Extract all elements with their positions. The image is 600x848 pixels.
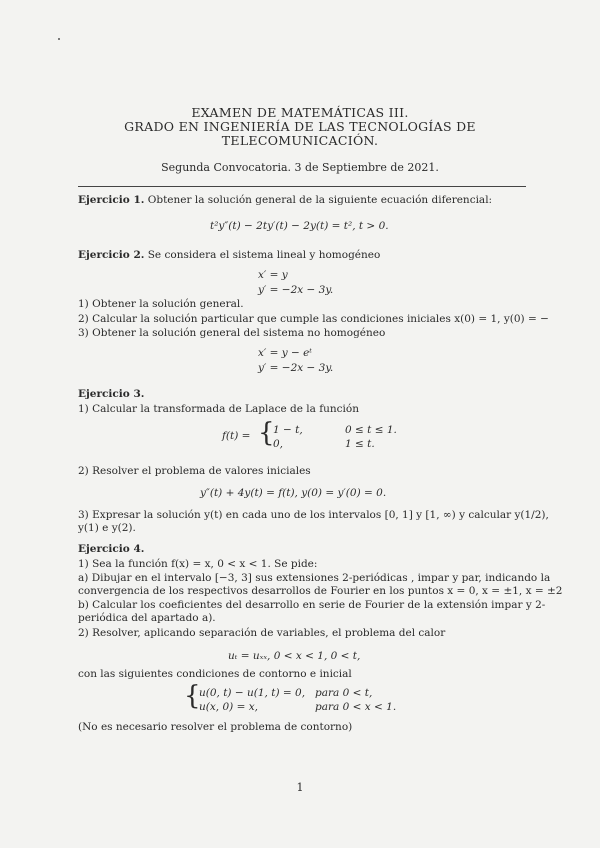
exercise-4-heading: Ejercicio 4. [78,543,145,555]
exercise-4-b-line1: b) Calcular los coeficientes del desarrollo en serie de Fourier de la extensión impar y 2- [78,599,546,611]
boundary-condition-range: para 0 < t, [315,687,373,699]
boundary-condition: u(0, t) − u(1, t) = 0, [199,687,306,699]
exercise-1-heading: Ejercicio 1. [78,194,145,206]
piecewise-case2-cond: 1 ≤ t. [345,438,375,450]
exercise-1-equation: t²y″(t) − 2ty′(t) − 2y(t) = t², t > 0. [210,220,389,232]
exercise-4-intro: 1) Sea la función f(x) = x, 0 < x < 1. Se pide: [78,558,318,570]
system1-row2: y′ = −2x − 3y. [258,284,334,296]
piecewise-label: f(t) = [222,430,251,442]
exercise-4-a-line1: a) Dibujar en el intervalo [−3, 3] sus extensiones 2-periódicas , impar y par, indicando la [78,572,551,584]
exercise-4-b-line2: periódica del apartado a). [78,612,216,624]
page-number: 1 [296,781,304,794]
piecewise-case1-cond: 0 ≤ t ≤ 1. [345,424,397,436]
exercise-4-note: (No es necesario resolver el problema de contorno) [78,721,353,733]
exercise-2-statement [78,249,380,262]
exercise-2-text: Se considera el sistema lineal y homogéneo [144,249,381,261]
exercise-1-text: Obtener la solución general de la siguiente ecuación diferencial: [144,194,493,206]
exam-title-line1: EXAMEN DE MATEMÁTICAS III. [191,105,409,120]
piecewise-brace: { [258,418,275,448]
exercise-2-item-1: 1) Obtener la solución general. [78,298,244,310]
system2-row2: y′ = −2x − 3y. [258,362,334,374]
exercise-3-item-3-line1: 3) Expresar la solución y(t) en cada uno de los intervalos [0, 1] y [1, ∞) y calcular y(1/2), [78,509,549,521]
system1-row1: x′ = y [258,269,288,281]
conditions-text: con las siguientes condiciones de contorno e inicial [78,668,352,680]
conditions-brace: { [184,681,201,711]
heat-equation: uₜ = uₓₓ, 0 < x < 1, 0 < t, [228,650,361,662]
exercise-2-item-2: 2) Calcular la solución particular que cumple las condiciones iniciales x(0) = 1, y(0) = − [78,313,549,325]
exercise-4-a-line2: convergencia de los respectivos desarrollos de Fourier en los puntos x = 0, x = ±1, x = ±2 [78,585,563,597]
exercise-3-item-2: 2) Resolver el problema de valores iniciales [78,465,311,477]
header-rule [78,186,526,187]
exercise-1-statement [78,194,492,207]
exam-title-line2: GRADO EN INGENIERÍA DE LAS TECNOLOGÍAS DE [124,119,476,134]
exercise-2-item-3: 3) Obtener la solución general del sistema no homogéneo [78,327,386,339]
system2-row1: x′ = y − eᵗ [258,347,312,359]
piecewise-case2-expr: 0, [273,438,284,450]
exercise-3-item-3-line2: y(1) e y(2). [78,522,136,534]
exercise-4-item-2: 2) Resolver, aplicando separación de variables, el problema del calor [78,627,446,639]
initial-condition-range: para 0 < x < 1. [315,701,397,713]
exam-title-line3: TELECOMUNICACIÓN. [221,133,379,148]
exercise-3-heading: Ejercicio 3. [78,388,145,400]
piecewise-case1-expr: 1 − t, [273,424,303,436]
initial-condition: u(x, 0) = x, [199,701,258,713]
exam-subtitle: Segunda Convocatoria. 3 de Septiembre de 2021. [161,161,439,174]
exercise-3-item-1: 1) Calcular la transformada de Laplace de la función [78,403,359,415]
speck [58,38,60,40]
initial-value-problem: y″(t) + 4y(t) = f(t), y(0) = y′(0) = 0. [200,487,387,499]
exercise-2-heading: Ejercicio 2. [78,249,145,261]
